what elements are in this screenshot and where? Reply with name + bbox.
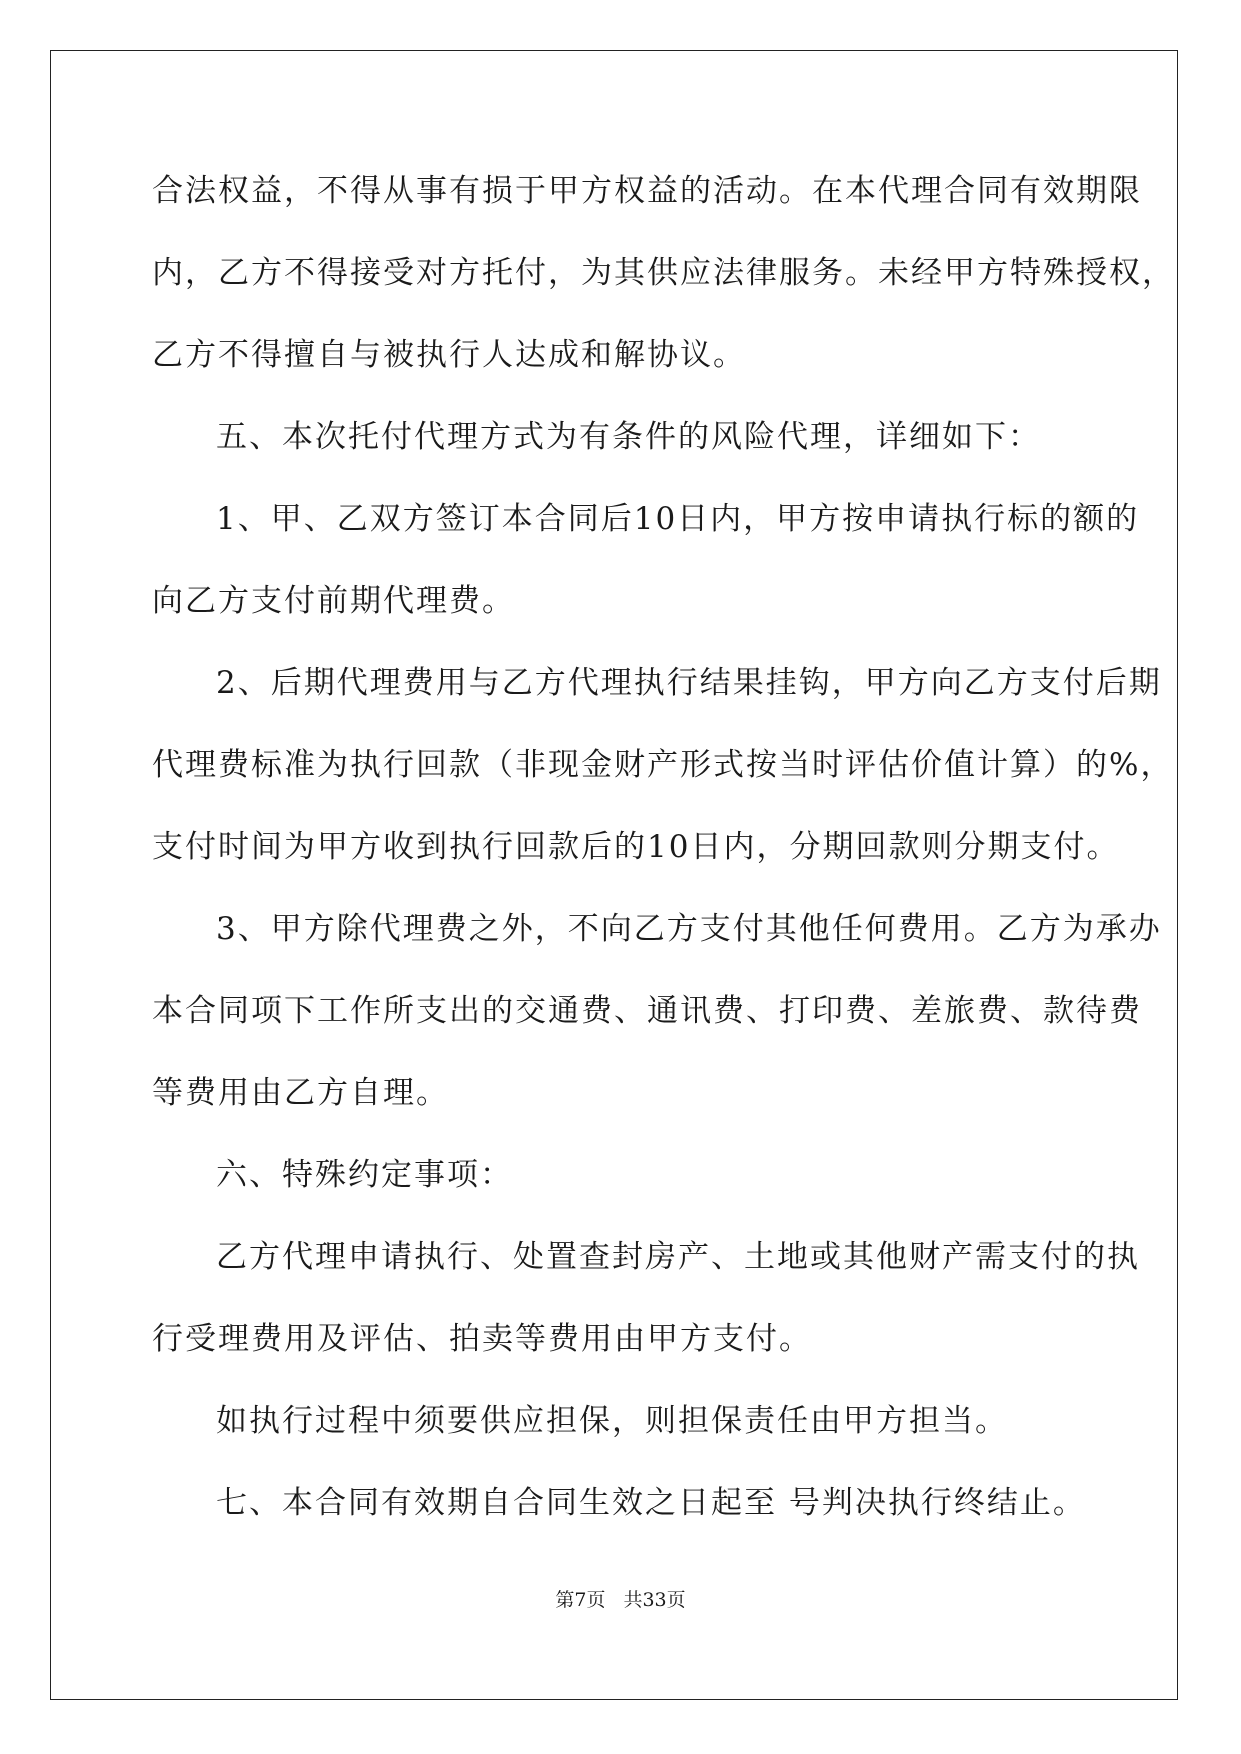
text-line: 向乙方支付前期代理费。 (152, 583, 515, 619)
text-line: 乙方不得擅自与被执行人达成和解协议。 (152, 337, 746, 373)
text-line: 合法权益，不得从事有损于甲方权益的活动。在本代理合同有效期限 (152, 173, 1142, 209)
text-line: 支付时间为甲方收到执行回款后的10日内，分期回款则分期支付。 (152, 829, 1120, 865)
paragraph: 乙方代理申请执行、处置查封房产、土地或其他财产需支付的执 (216, 1239, 1140, 1275)
text-line: 本合同项下工作所支出的交通费、通讯费、打印费、差旅费、款待费 (152, 993, 1142, 1029)
text-line: 内，乙方不得接受对方托付，为其供应法律服务。未经甲方特殊授权， (152, 255, 1175, 291)
paragraph: 如执行过程中须要供应担保，则担保责任由甲方担当。 (216, 1403, 1008, 1439)
page-footer (0, 1585, 1241, 1612)
section-heading-5: 五、本次托付代理方式为有条件的风险代理，详细如下： (216, 419, 1041, 455)
total-pages: 共33页 (623, 1589, 686, 1611)
text-line: 代理费标准为执行回款（非现金财产形式按当时评估价值计算）的%， (152, 747, 1174, 783)
clause-2: 2、后期代理费用与乙方代理执行结果挂钩，甲方向乙方支付后期 (216, 665, 1162, 701)
clause-3: 3、甲方除代理费之外，不向乙方支付其他任何费用。乙方为承办 (216, 911, 1162, 947)
clause-1: 1、甲、乙双方签订本合同后10日内，甲方按申请执行标的额的 (216, 501, 1140, 537)
current-page-number: 第7页 (555, 1589, 606, 1611)
section-heading-6: 六、特殊约定事项： (216, 1157, 513, 1193)
document-body (152, 160, 1175, 1554)
section-heading-7: 七、本合同有效期自合同生效之日起至 号判决执行终结止。 (216, 1485, 1086, 1521)
text-line: 行受理费用及评估、拍卖等费用由甲方支付。 (152, 1321, 812, 1357)
text-line: 等费用由乙方自理。 (152, 1075, 449, 1111)
